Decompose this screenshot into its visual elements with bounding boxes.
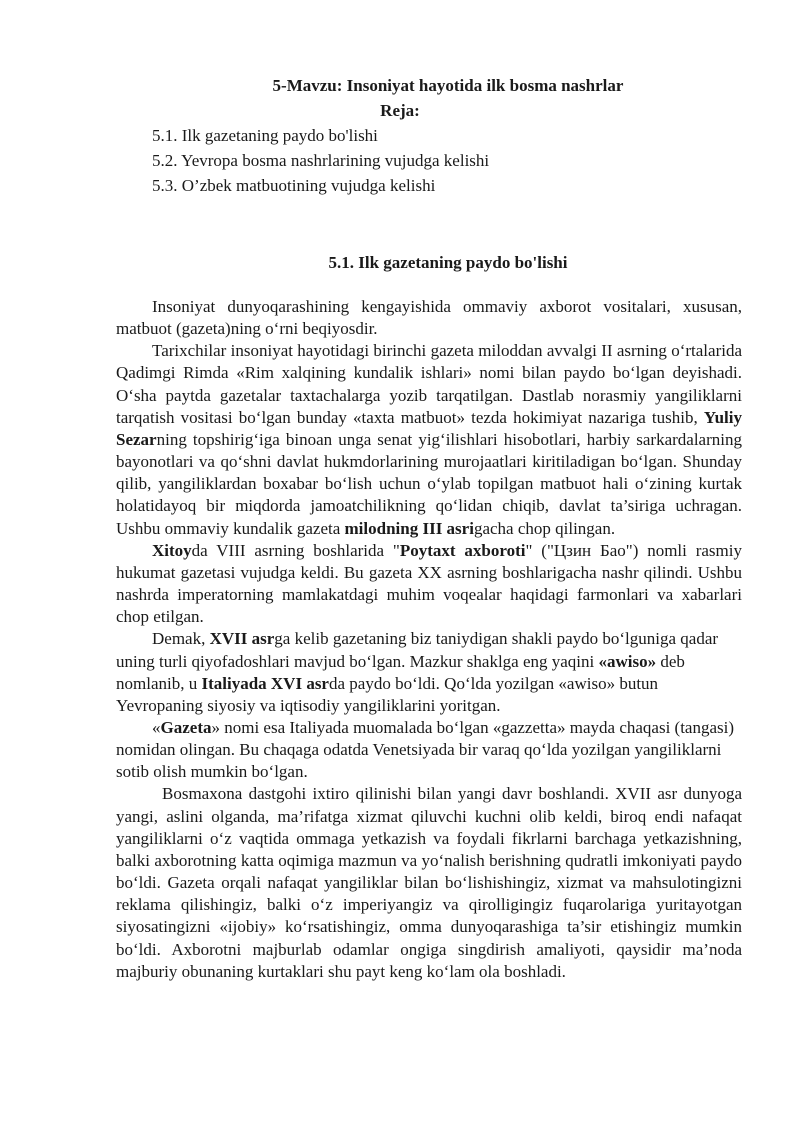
paragraph-1: Insoniyat dunyoqarashining kengayishida ommaviy axborot vositalari, xususan, matbuot (gazeta)ning o‘rni beqiyosdir. bbox=[116, 297, 742, 339]
plan-item-3: 5.3. O’zbek matbuotining vujudga kelishi bbox=[152, 176, 436, 195]
paragraph-5: «Gazeta» nomi esa Italiyada muomalada bo‘lgan «gazzetta» mayda chaqasi (tangasi) nomidan olingan. Bu chaqaga odatda Venetsiyada bir varaq qo‘lda yozilgan yangiliklarni sotib olish mumkin bo‘lgan. bbox=[116, 717, 735, 782]
paragraph-3: Xitoyda VIII asrning boshlarida "Poytaxt axboroti" ("Цзин Бао") nomli rasmiy hukumat gazetasi vujudga keldi. Bu gazeta XX asrning boshlarigacha nashr qilindi. Ushbu nashrda imperatorning mamlakatdagi muhim voqealar haqidagi farmonlari va xabarlari chop etilgan. bbox=[116, 540, 742, 627]
topic-title: 5-Mavzu: Insoniyat hayotida ilk bosma nashrlar bbox=[272, 76, 624, 95]
paragraph-2: Tarixchilar insoniyat hayotidagi birinchi gazeta miloddan avvalgi II asrning o‘rtalarida Qadimgi Rimda «Rim xalqining kundalik ishlari» nomi bilan paydo bo‘lgan deyishadi. O‘sha paytda gazetalar taxtachalarga yozib tarqatilgan. Dastlab norasmiy yangiliklarni tarqatish vositasi bo‘lgan bunday «taxta matbuot» tezda hokimiyat nazariga tushib, Yuliy Sezarning topshirig‘iga binoan unga senat yig‘ilishlari hisobotlari, harbiy sarkardalarning bayonotlari va qo‘shni davlat hukmdorlarining murojaatlari kiritiladigan bo‘lgan. Shunday qilib, yangiliklardan boxabar bo‘lish uchun o‘ylab topilgan matbuot hali o‘zining kurtak holatidayoq bir miqdorda jamoatchilikning qo‘lidan chiqib, davlat ta’siriga uchragan. Ushbu ommaviy kundalik gazeta milodning III asrigacha chop qilingan. bbox=[116, 341, 742, 538]
plan-item-1: 5.1. Ilk gazetaning paydo bo'lishi bbox=[152, 126, 378, 145]
plan-label: Reja: bbox=[380, 101, 420, 120]
paragraph-6: Bosmaxona dastgohi ixtiro qilinishi bilan yangi davr boshlandi. XVII asr dunyoga yangi, aslini olganda, ma’rifatga xizmat qiluvchi kuchni olib keldi, biroq endi nafaqat yangiliklarni o‘z vaqtida ommaga yetkazish va foydali fikrlarni barchaga yetkazishning, balki axborotning katta oqimiga mazmun va yo‘nalish berishning qudratli imkoniyati paydo bo‘ldi. Gazeta orqali nafaqat yangiliklar bilan bo‘lishishingiz, xizmat va mahsulotingizni reklama qilishingiz, balki o‘z imperiyangiz va qirolligingiz fuqarolariga yuritayotgan siyosatingizni «ijobiy» ko‘rsatishingiz, omma dunyoqarashiga ta’sir etishingiz mumkin bo‘ldi. Axborotni majburlab odamlar ongiga singdirish amaliyoti, qaysidir ma’noda majburiy obunaning kurtaklari shu payt keng ko‘lam ola boshladi. bbox=[116, 784, 742, 981]
plan-item-2: 5.2. Yevropa bosma nashrlarining vujudga kelishi bbox=[152, 151, 490, 170]
body-text bbox=[116, 296, 742, 983]
section-heading: 5.1. Ilk gazetaning paydo bo'lishi bbox=[328, 253, 568, 272]
paragraph-4: Demak, XVII asrga kelib gazetaning biz taniydigan shakli paydo bo‘lguniga qadar uning turli qiyofadoshlari mavjud bo‘lgan. Mazkur shaklga eng yaqini «awiso» deb nomlanib, u Italiyada XVI asrda paydo bo‘ldi. Qo‘lda yozilgan «awiso» butun Yevropaning siyosiy va iqtisodiy yangiliklarini yoritgan. bbox=[116, 629, 719, 715]
